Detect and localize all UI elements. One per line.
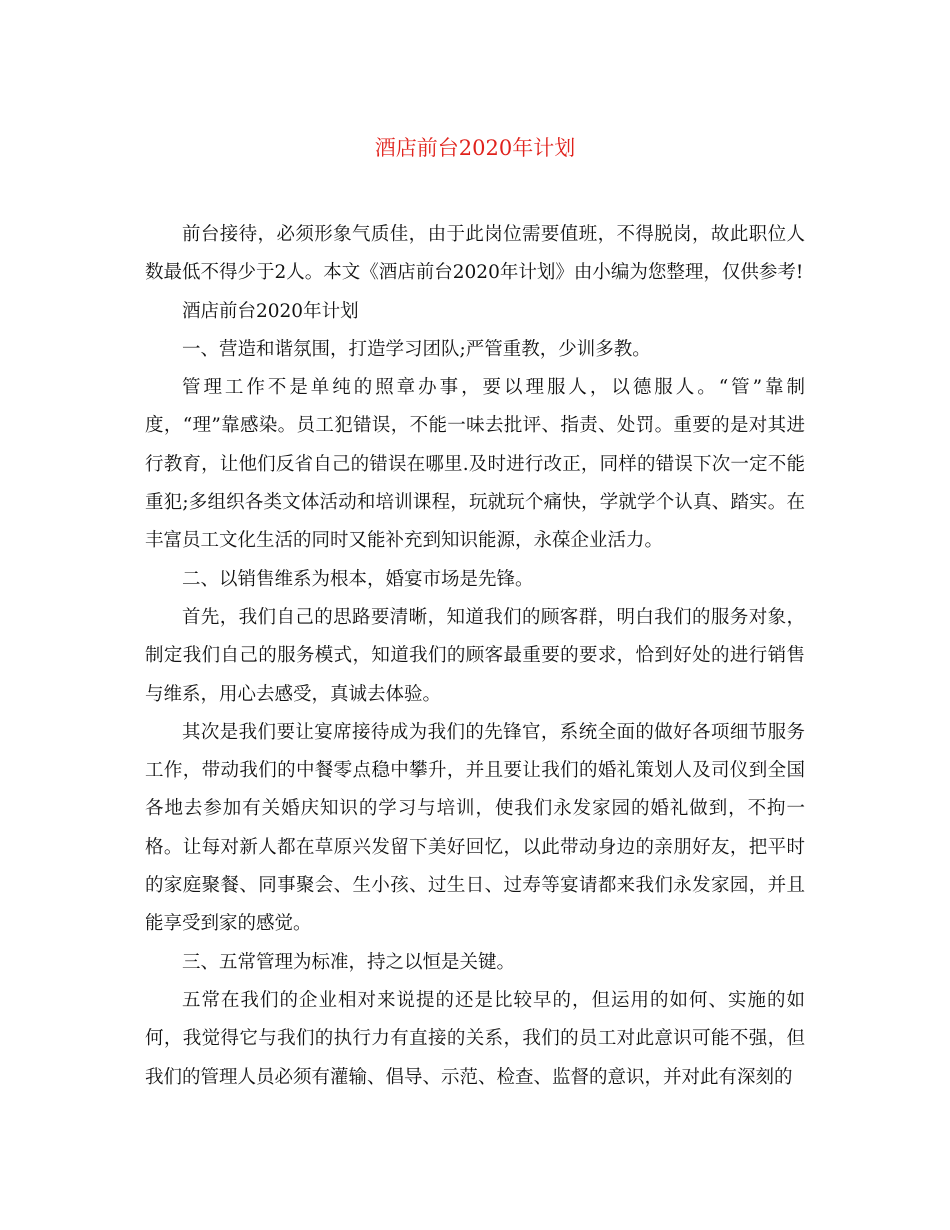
paragraph-section-2-second: 其次是我们要让宴席接待成为我们的先锋官，系统全面的做好各项细节服务工作，带动我们的中餐零点稳中攀升，并且要让我们的婚礼策划人及司仪到全国各地去参加有关婚庆知识的学习与培训，使我们永发家园的婚礼做到，不拘一格。让每对新人都在草原兴发留下美好回忆，以此带动身边的亲朋好友，把平时的家庭聚餐、同事聚会、生小孩、过生日、过寿等宴请都来我们永发家园，并且能享受到家的感觉。 — [145, 721, 805, 935]
document-title: 酒店前台2020年计划 — [374, 136, 576, 160]
heading-section-2: 二、以销售维系为根本，婚宴市场是先锋。 — [182, 568, 534, 590]
paragraph-section-2-first: 首先，我们自己的思路要清晰，知道我们的顾客群，明白我们的服务对象，制定我们自己的服务模式，知道我们的顾客最重要的要求，恰到好处的进行销售与维系，用心去感受，真诚去体验。 — [145, 606, 805, 705]
paragraph-subtitle: 酒店前台2020年计划 — [182, 300, 359, 322]
paragraph-section-1: 管理工作不是单纯的照章办事，要以理服人，以德服人。“管”靠制度，“理”靠感染。员工犯错误，不能一味去批评、指责、处罚。重要的是对其进行教育，让他们反省自己的错误在哪里.及时进行改正，同样的错误下次一定不能重犯;多组织各类文体活动和培训课程，玩就玩个痛快，学就学个认真、踏实。在丰富员工文化生活的同时又能补充到知识能源，永葆企业活力。 — [145, 377, 805, 552]
paragraph-section-3: 五常在我们的企业相对来说提的还是比较早的，但运用的如何、实施的如何，我觉得它与我们的执行力有直接的关系，我们的员工对此意识可能不强，但我们的管理人员必须有灌输、倡导、示范、检查、监督的意识，并对此有深刻的 — [145, 989, 805, 1088]
heading-section-1: 一、营造和谐氛围，打造学习团队;严管重教，少训多教。 — [182, 338, 651, 360]
document-body — [145, 216, 805, 1097]
paragraph-intro: 前台接待，必须形象气质佳，由于此岗位需要值班，不得脱岗，故此职位人数最低不得少于2人。本文《酒店前台2020年计划》由小编为您整理，仅供参考! — [145, 224, 805, 284]
heading-section-3: 三、五常管理为标准，持之以恒是关键。 — [182, 951, 516, 973]
